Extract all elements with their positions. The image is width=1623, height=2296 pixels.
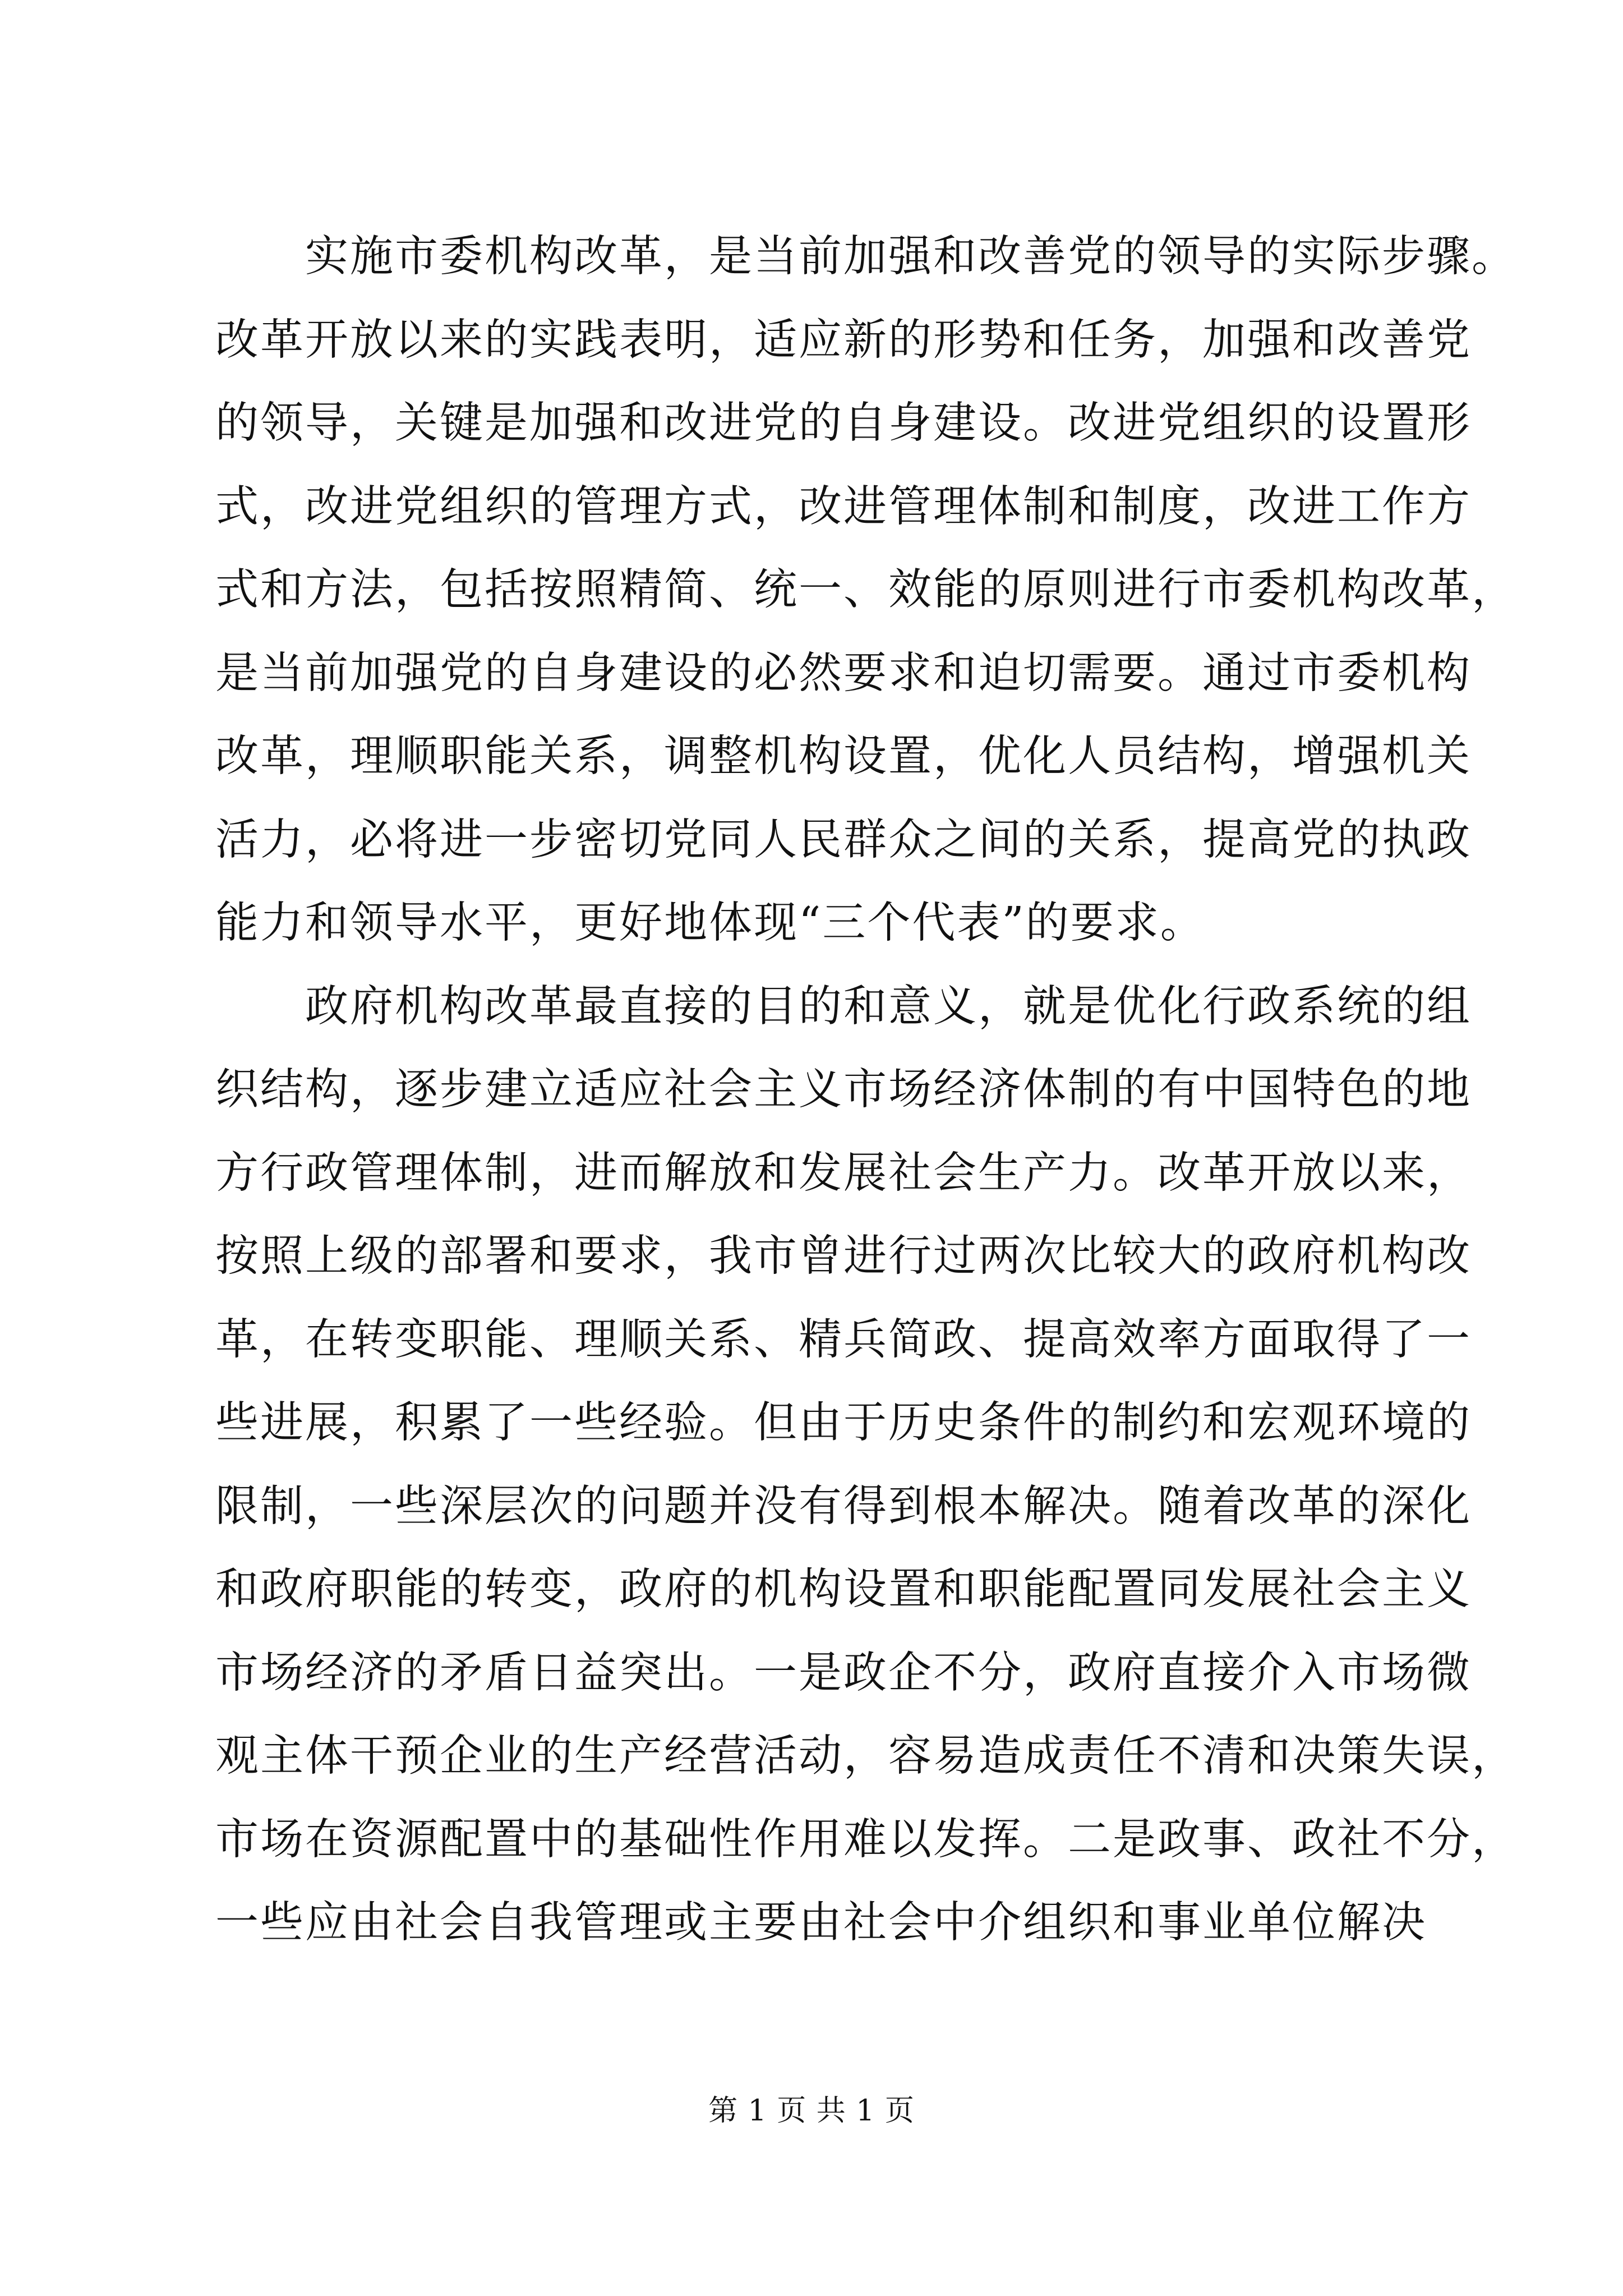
text-line: 按照上级的部署和要求，我市曾进行过两次比较大的政府机构改 (215, 1231, 1472, 1281)
text-line: 革，在转变职能、理顺关系、精兵简政、提高效率方面取得了一 (215, 1314, 1472, 1365)
text-line: 些进展，积累了一些经验。但由于历史条件的制约和宏观环境的 (215, 1398, 1472, 1448)
text-line: 限制，一些深层次的问题并没有得到根本解决。随着改革的深化 (215, 1481, 1472, 1531)
text-line: 和政府职能的转变，政府的机构设置和职能配置同发展社会主义 (215, 1565, 1472, 1614)
text-line: 的领导，关键是加强和改进党的自身建设。改进党组织的设置形 (215, 398, 1472, 448)
text-line: 方行政管理体制，进而解放和发展社会生产力。改革开放以来， (215, 1148, 1472, 1198)
page-number: 第 1 页 共 1 页 (708, 2094, 915, 2128)
text-line: 市场经济的矛盾日益突出。一是政企不分，政府直接介入市场微 (215, 1648, 1472, 1698)
page-footer (0, 2091, 1623, 2131)
text-line: 能力和领导水平，更好地体现“三个代表”的要求。 (215, 898, 1205, 948)
text-line: 一些应由社会自我管理或主要由社会中介组织和事业单位解决 (215, 1898, 1427, 1948)
document-body (215, 215, 1516, 1965)
text-line: 市场在资源配置中的基础性作用难以发挥。二是政事、政社不分， (215, 1814, 1516, 1865)
text-line: 活力，必将进一步密切党同人民群众之间的关系，提高党的执政 (215, 815, 1472, 865)
text-line: 观主体干预企业的生产经营活动，容易造成责任不清和决策失误， (215, 1731, 1516, 1781)
text-line: 织结构，逐步建立适应社会主义市场经济体制的有中国特色的地 (215, 1065, 1472, 1115)
text-line: 式和方法，包括按照精简、统一、效能的原则进行市委机构改革， (215, 565, 1516, 615)
paragraph-1 (215, 215, 1516, 965)
text-line: 实施市委机构改革，是当前加强和改善党的领导的实际步骤。 (305, 232, 1516, 282)
text-line: 政府机构改革最直接的目的和意义，就是优化行政系统的组 (305, 981, 1472, 1032)
paragraph-2 (215, 965, 1516, 1965)
text-line: 改革开放以来的实践表明，适应新的形势和任务，加强和改善党 (215, 315, 1472, 365)
text-line: 式，改进党组织的管理方式，改进管理体制和制度，改进工作方 (215, 481, 1472, 532)
text-line: 改革，理顺职能关系，调整机构设置，优化人员结构，增强机关 (215, 731, 1472, 781)
text-line: 是当前加强党的自身建设的必然要求和迫切需要。通过市委机构 (215, 648, 1472, 698)
